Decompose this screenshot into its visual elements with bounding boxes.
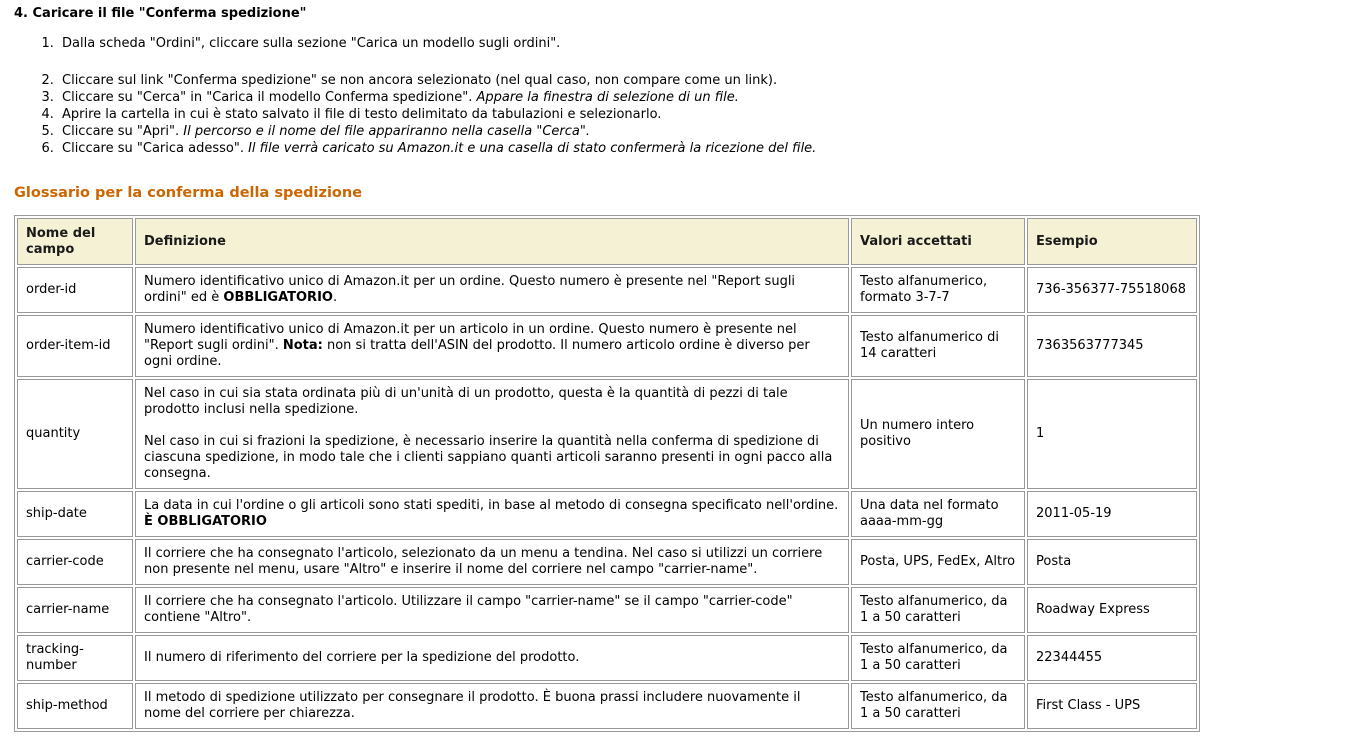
column-header-definition: Definizione <box>135 218 849 265</box>
definition-cell <box>135 683 849 729</box>
instruction-step: 4. Aprire la cartella in cui è stato salvato il file di testo delimitato da tabulazioni e selezionarlo. <box>58 107 1333 123</box>
instruction-step: 1. Dalla scheda "Ordini", cliccare sulla sezione "Carica un modello sugli ordini". <box>58 36 1333 52</box>
accepted-values-cell: Un numero intero positivo <box>851 379 1025 489</box>
definition-paragraph: Il metodo di spedizione utilizzato per consegnare il prodotto. È buona prassi includere nuovamente il nome del corriere per chiarezza. <box>144 690 801 721</box>
accepted-values-cell: Testo alfanumerico, da 1 a 50 caratteri <box>851 635 1025 681</box>
column-header-accepted-values: Valori accettati <box>851 218 1025 265</box>
page-title: 4. Caricare il file "Conferma spedizione" <box>14 6 307 21</box>
definition-paragraph: Nel caso in cui si frazioni la spedizione, è necessario inserire la quantità nella conferma di spedizione di ciascuna spedizione, in modo tale che i clienti sappiano quanti articoli saranno presenti in ogni pacco alla consegna. <box>144 434 833 481</box>
accepted-values-cell: Posta, UPS, FedEx, Altro <box>851 539 1025 585</box>
accepted-values-cell: Testo alfanumerico, formato 3-7-7 <box>851 267 1025 313</box>
field-name-cell: quantity <box>17 379 133 489</box>
instruction-step: 6. Cliccare su "Carica adesso". Il file verrà caricato su Amazon.it e una casella di stato confermerà la ricezione del file. <box>58 141 1333 157</box>
definition-paragraph: Numero identificativo unico di Amazon.it per un articolo in un ordine. Questo numero è presente nel "Report sugli ordini". Nota: non si tratta dell'ASIN del prodotto. Il numero articolo ordine è diverso per ogni ordine. <box>144 322 810 369</box>
glossary-heading: Glossario per la conferma della spedizione <box>14 185 363 201</box>
example-cell: Posta <box>1027 539 1197 585</box>
definition-cell <box>135 315 849 377</box>
glossary-table <box>14 215 1200 732</box>
definition-cell <box>135 267 849 313</box>
table-row <box>17 379 1197 489</box>
example-cell: 2011-05-19 <box>1027 491 1197 537</box>
instruction-list <box>14 36 1333 157</box>
accepted-values-cell: Testo alfanumerico di 14 caratteri <box>851 315 1025 377</box>
field-name-cell: tracking-number <box>17 635 133 681</box>
definition-paragraph: La data in cui l'ordine o gli articoli sono stati spediti, in base al metodo di consegna specificato nell'ordine. È OBBLIGATORIO <box>144 498 839 529</box>
definition-cell <box>135 539 849 585</box>
definition-cell <box>135 491 849 537</box>
field-name-cell: ship-method <box>17 683 133 729</box>
table-row <box>17 539 1197 585</box>
table-header-row <box>17 218 1197 265</box>
definition-cell <box>135 587 849 633</box>
definition-paragraph: Il corriere che ha consegnato l'articolo, selezionato da un menu a tendina. Nel caso si utilizzi un corriere non presente nel menu, usare "Altro" e inserire il nome del corriere nel campo "carrier-name". <box>144 546 823 577</box>
definition-paragraph: Il numero di riferimento del corriere per la spedizione del prodotto. <box>144 650 580 665</box>
definition-cell <box>135 379 849 489</box>
definition-paragraph: Il corriere che ha consegnato l'articolo. Utilizzare il campo "carrier-name" se il campo "carrier-code" contiene "Altro". <box>144 594 793 625</box>
definition-cell <box>135 635 849 681</box>
field-name-cell: carrier-code <box>17 539 133 585</box>
instruction-step: 5. Cliccare su "Apri". Il percorso e il nome del file appariranno nella casella "Cerca". <box>58 124 1333 140</box>
table-row <box>17 683 1197 729</box>
definition-paragraph: Numero identificativo unico di Amazon.it per un ordine. Questo numero è presente nel "Report sugli ordini" ed è OBBLIGATORIO. <box>144 274 796 305</box>
example-cell: 1 <box>1027 379 1197 489</box>
glossary-table-body <box>17 267 1197 729</box>
column-header-example: Esempio <box>1027 218 1197 265</box>
example-cell: First Class - UPS <box>1027 683 1197 729</box>
instruction-step: 3. Cliccare su "Cerca" in "Carica il modello Conferma spedizione". Appare la finestra di selezione di un file. <box>58 90 1333 106</box>
instruction-step: 2. Cliccare sul link "Conferma spedizione" se non ancora selezionato (nel qual caso, non compare come un link). <box>58 73 1333 89</box>
example-cell: 22344455 <box>1027 635 1197 681</box>
field-name-cell: carrier-name <box>17 587 133 633</box>
accepted-values-cell: Una data nel formato aaaa-mm-gg <box>851 491 1025 537</box>
definition-paragraph: Nel caso in cui sia stata ordinata più di un'unità di un prodotto, questa è la quantità di pezzi di tale prodotto inclusi nella spedizione. <box>144 386 788 417</box>
table-row <box>17 315 1197 377</box>
example-cell: 736-356377-75518068 <box>1027 267 1197 313</box>
table-row <box>17 267 1197 313</box>
accepted-values-cell: Testo alfanumerico, da 1 a 50 caratteri <box>851 683 1025 729</box>
field-name-cell: order-item-id <box>17 315 133 377</box>
accepted-values-cell: Testo alfanumerico, da 1 a 50 caratteri <box>851 587 1025 633</box>
table-row <box>17 491 1197 537</box>
field-name-cell: order-id <box>17 267 133 313</box>
column-header-field: Nome del campo <box>17 218 133 265</box>
table-row <box>17 635 1197 681</box>
field-name-cell: ship-date <box>17 491 133 537</box>
table-row <box>17 587 1197 633</box>
example-cell: Roadway Express <box>1027 587 1197 633</box>
example-cell: 7363563777345 <box>1027 315 1197 377</box>
